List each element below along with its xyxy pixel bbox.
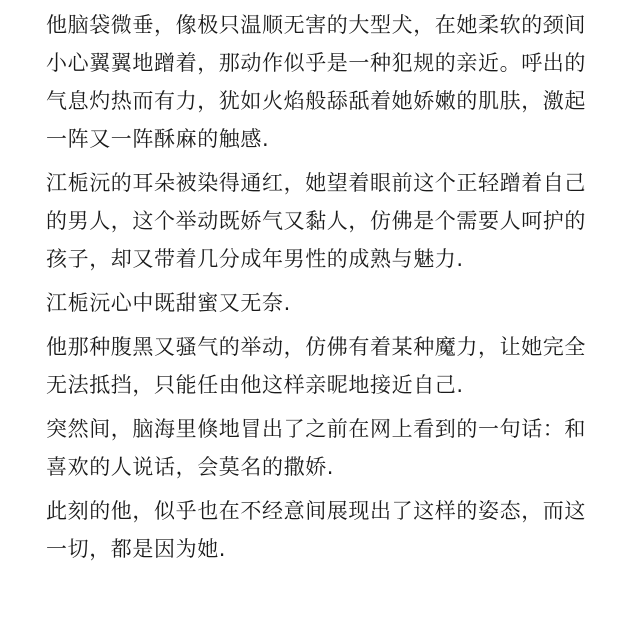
article-body — [46, 6, 601, 574]
paragraph-1: 他脑袋微垂，像极只温顺无害的大型犬，在她柔软的颈间小心翼翼地蹭着，那动作似乎是一种犯规的亲近。呼出的气息灼热而有力，犹如火焰般舔舐着她娇嫩的肌肤，激起一阵又一阵酥麻的触感. — [46, 13, 586, 151]
paragraph-4: 他那种腹黑又骚气的举动，仿佛有着某种魔力，让她完全无法抵挡，只能任由他这样亲昵地接近自己. — [46, 335, 586, 397]
paragraph-2: 江栀沅的耳朵被染得通红，她望着眼前这个正轻蹭着自己的男人，这个举动既娇气又黏人，仿佛是个需要人呵护的孩子，却又带着几分成年男性的成熟与魅力. — [46, 171, 586, 271]
paragraph-6: 此刻的他，似乎也在不经意间展现出了这样的姿态，而这一切，都是因为她. — [46, 499, 586, 561]
paragraph-5: 突然间，脑海里倏地冒出了之前在网上看到的一句话：和喜欢的人说话，会莫名的撒娇. — [46, 417, 586, 479]
paragraph-3: 江栀沅心中既甜蜜又无奈. — [46, 291, 291, 315]
